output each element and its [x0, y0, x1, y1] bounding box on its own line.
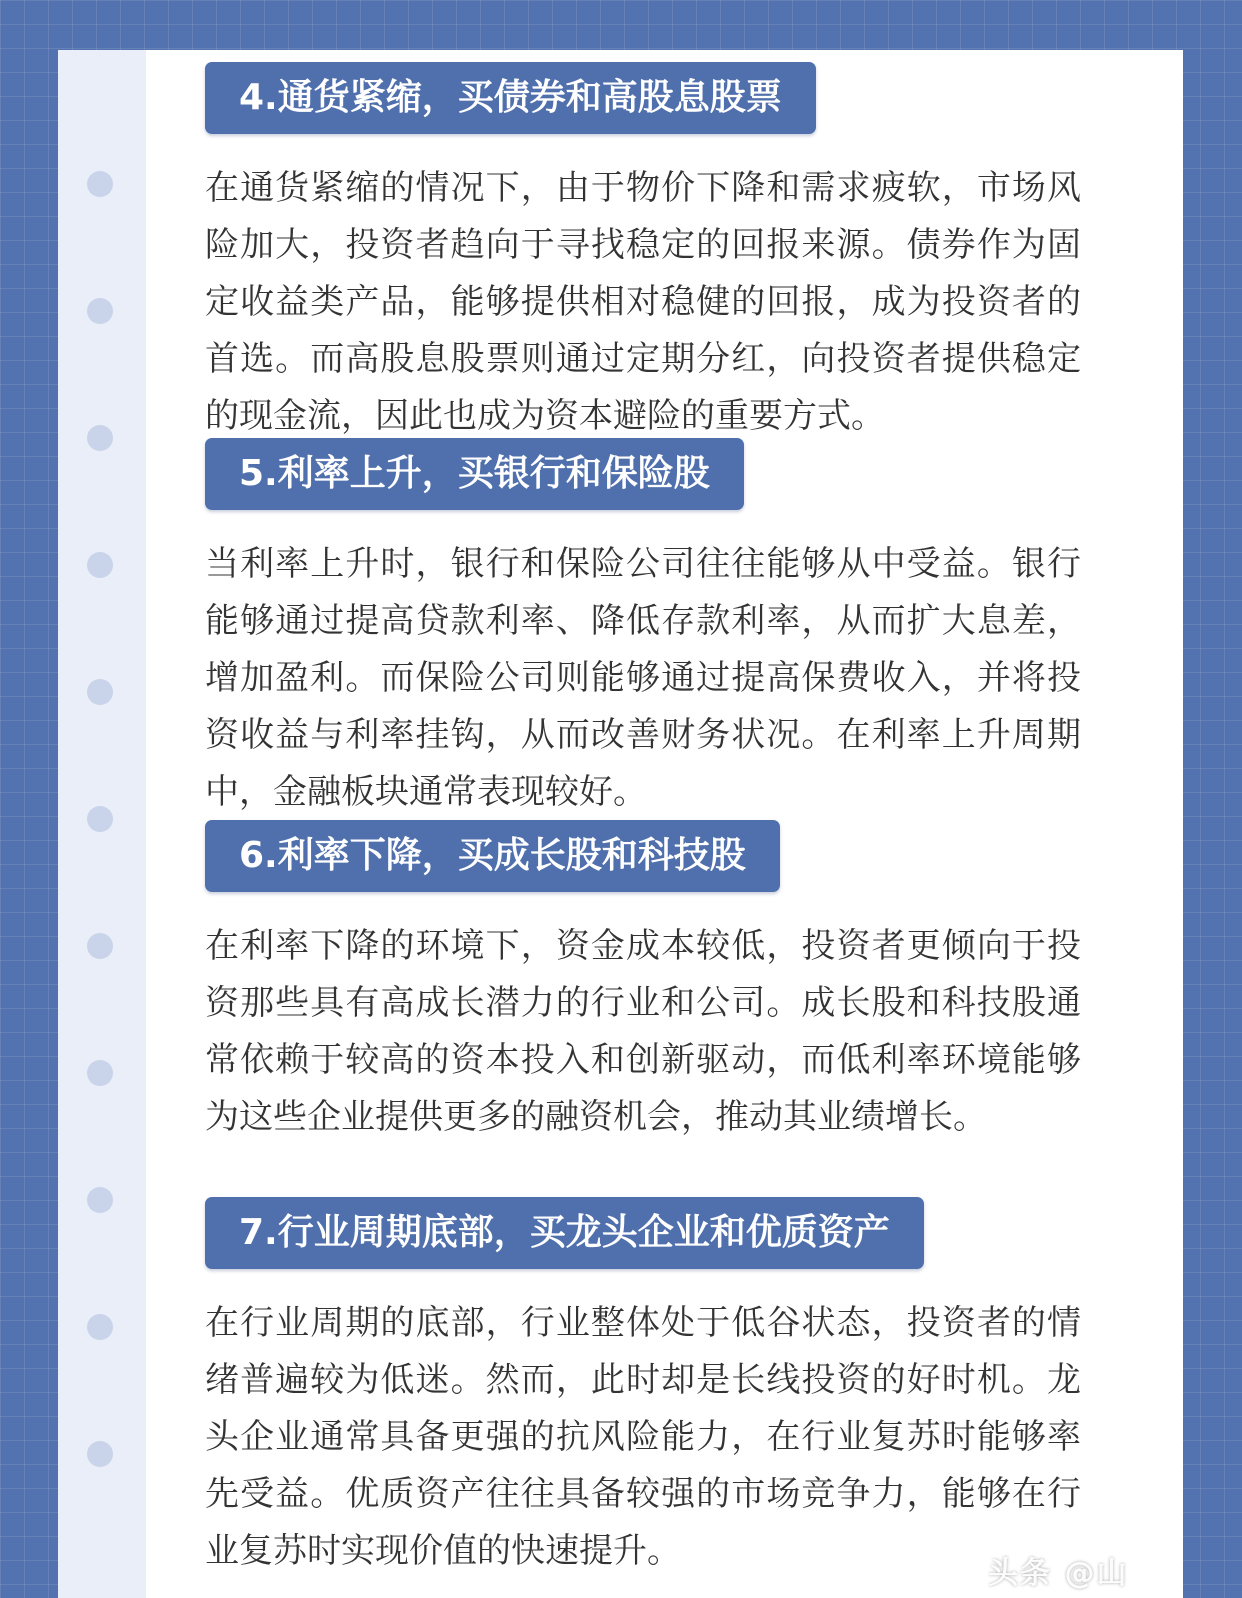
- binding-hole-icon: [87, 679, 113, 705]
- section-title-4: 4.通货紧缩，买债券和高股息股票: [205, 62, 816, 134]
- binding-hole-icon: [87, 1187, 113, 1213]
- section-body-7: 在行业周期的底部，行业整体处于低谷状态，投资者的情绪普遍较为低迷。然而，此时却是长线投资的好时机。龙头企业通常具备更强的抗风险能力，在行业复苏时能够率先受益。优质资产往往具备较强的市场竞争力，能够在行业复苏时实现价值的快速提升。: [205, 1303, 1081, 1571]
- binding-hole-icon: [87, 933, 113, 959]
- section-body-5: 当利率上升时，银行和保险公司往往能够从中受益。银行能够通过提高贷款利率、降低存款利率，从而扩大息差，增加盈利。而保险公司则能够通过提高保费收入，并将投资收益与利率挂钩，从而改善财务状况。在利率上升周期中，金融板块通常表现较好。: [205, 544, 1081, 812]
- binding-margin: [58, 50, 146, 1598]
- binding-hole-icon: [87, 425, 113, 451]
- source-watermark: 头条 @山: [988, 1556, 1129, 1591]
- binding-hole-icon: [87, 171, 113, 197]
- binding-hole-icon: [87, 298, 113, 324]
- section-title-7: 7.行业周期底部，买龙头企业和优质资产: [205, 1197, 924, 1269]
- section-title-6: 6.利率下降，买成长股和科技股: [205, 820, 780, 892]
- section-body-6: 在利率下降的环境下，资金成本较低，投资者更倾向于投资那些具有高成长潜力的行业和公司。成长股和科技股通常依赖于较高的资本投入和创新驱动，而低利率环境能够为这些企业提供更多的融资机会，推动其业绩增长。: [205, 926, 1081, 1137]
- section-body-4: 在通货紧缩的情况下，由于物价下降和需求疲软，市场风险加大，投资者趋向于寻找稳定的回报来源。债券作为固定收益类产品，能够提供相对稳健的回报，成为投资者的首选。而高股息股票则通过定期分红，向投资者提供稳定的现金流，因此也成为资本避险的重要方式。: [205, 168, 1081, 436]
- binding-hole-icon: [87, 1441, 113, 1467]
- binding-hole-icon: [87, 1314, 113, 1340]
- binding-hole-icon: [87, 1060, 113, 1086]
- notebook-page: [58, 50, 1183, 1598]
- section-title-5: 5.利率上升，买银行和保险股: [205, 438, 744, 510]
- binding-hole-icon: [87, 806, 113, 832]
- binding-hole-icon: [87, 552, 113, 578]
